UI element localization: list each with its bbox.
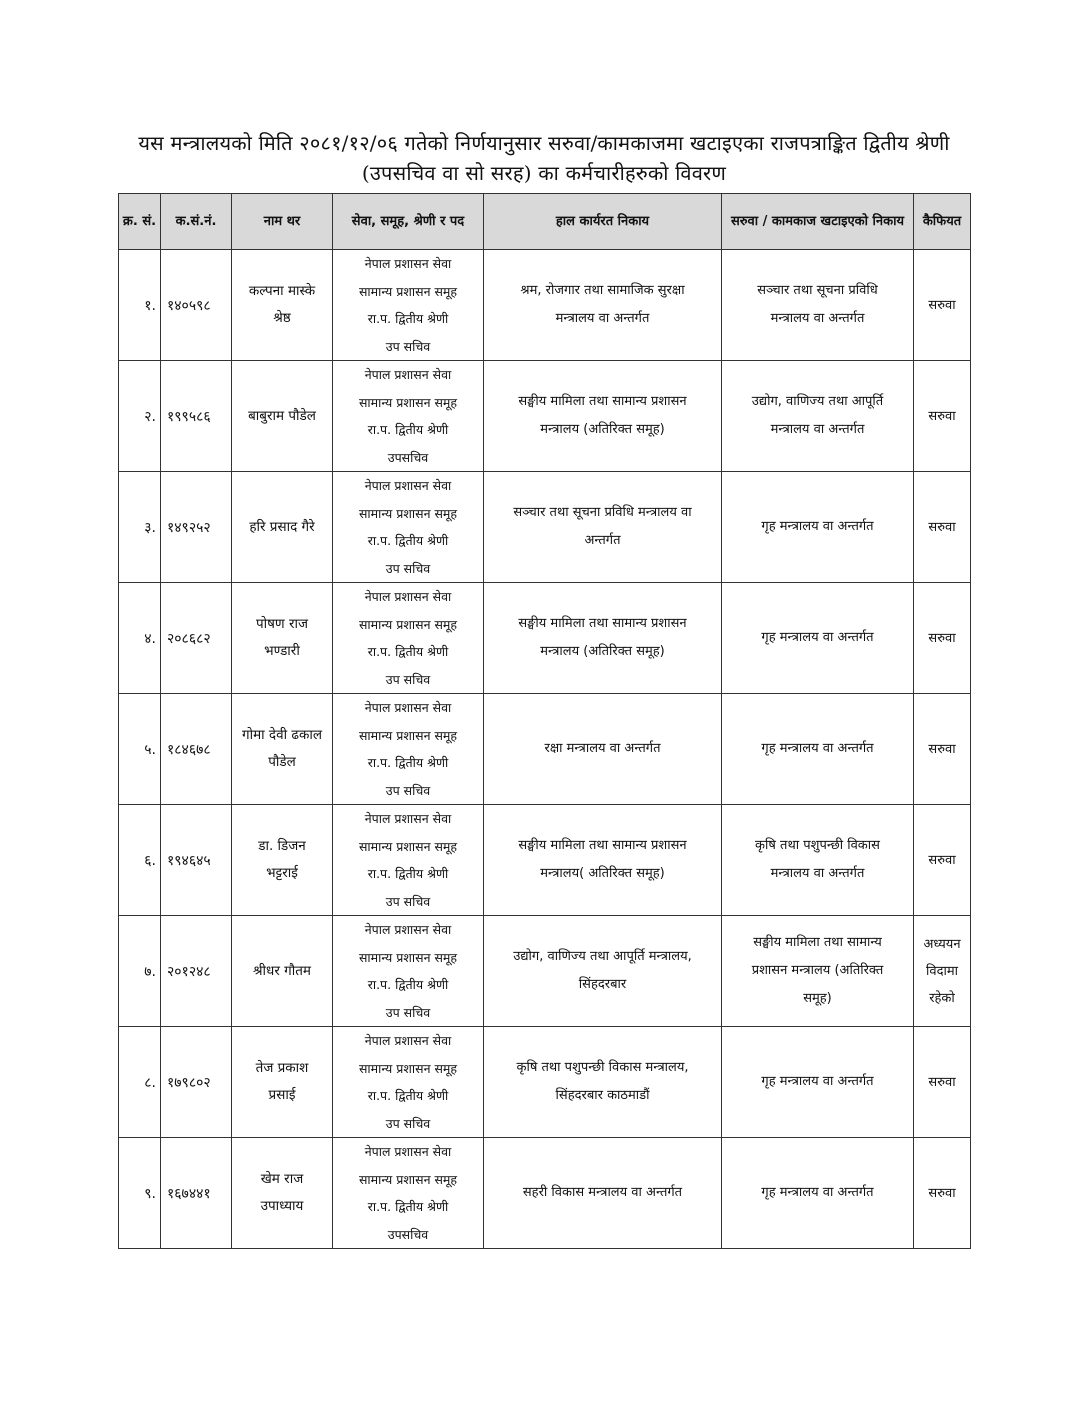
table-row [119,1138,971,1249]
cell-serial-number: ३. [119,472,161,583]
cell-serial-number: ७. [119,916,161,1027]
cell-current-office [484,805,722,916]
cell-current-office [484,1027,722,1138]
cell-code-number: १८४६७८ [161,694,232,805]
cell-remarks-line: सरुवा [928,1074,956,1090]
cell-name-line: गोमा देवी ढकाल [241,727,323,743]
cell-current-office [484,472,722,583]
cell-service-group-level-line: रा.प. द्वितीय श्रेणी [367,866,449,881]
cell-remarks [914,1027,971,1138]
cell-name [232,1138,333,1249]
cell-name-line: श्रीधर गौतम [252,962,312,979]
cell-service-group-level-line: रा.प. द्वितीय श्रेणी [367,422,449,437]
cell-service-group-level-line: नेपाल प्रशासन सेवा [364,367,452,382]
cell-remarks [914,1138,971,1249]
table-row [119,250,971,361]
cell-remarks [914,694,971,805]
header-transfer-office: सरुवा / कामकाज खटाइएको निकाय [722,194,914,250]
cell-code-number: १६७४४१ [161,1138,232,1249]
cell-current-office-line: श्रम, रोजगार तथा सामाजिक सुरक्षा [520,283,685,298]
cell-transfer-office [722,250,914,361]
header-remarks: कैफियत [914,194,971,250]
cell-service-group-level-line: सामान्य प्रशासन समूह [358,616,458,632]
cell-code-number: १९४६४५ [161,805,232,916]
document-title [70,128,1018,188]
cell-name-line: भट्टराई [266,865,298,881]
table-row [119,472,971,583]
cell-transfer-office-line: मन्त्रालय वा अन्तर्गत [770,422,865,437]
cell-transfer-office-line: प्रशासन मन्त्रालय (अतिरिक्त [751,963,884,978]
cell-name-line: हरि प्रसाद गैरे [249,518,315,535]
cell-service-group-level-line: रा.प. द्वितीय श्रेणी [367,311,449,326]
cell-service-group-level-line: उप सचिव [385,1115,431,1131]
cell-serial-number: ८. [119,1027,161,1138]
cell-service-group-level-line: सामान्य प्रशासन समूह [358,949,458,965]
cell-current-office-line: मन्त्रालय (अतिरिक्त समूह) [540,422,665,437]
cell-current-office-line: सङ्घीय मामिला तथा सामान्य प्रशासन [518,394,687,409]
cell-current-office [484,361,722,472]
cell-service-group-level-line: रा.प. द्वितीय श्रेणी [367,1088,449,1103]
cell-service-group-level-line: उपसचिव [387,1226,429,1242]
cell-serial-number: २. [119,361,161,472]
header-serial-number: क्र. सं. [119,194,161,250]
cell-service-group-level-line: सामान्य प्रशासन समूह [358,394,458,410]
cell-code-number: १४९२५२ [161,472,232,583]
cell-remarks [914,916,971,1027]
cell-code-number: २०१२४८ [161,916,232,1027]
cell-transfer-office-line: उद्योग, वाणिज्य तथा आपूर्ति [751,394,884,409]
cell-remarks [914,250,971,361]
cell-transfer-office [722,1138,914,1249]
cell-serial-number: ४. [119,583,161,694]
cell-transfer-office [722,361,914,472]
cell-name-line: उपाध्याय [260,1198,304,1214]
cell-service-group-level-line: सामान्य प्रशासन समूह [358,727,458,743]
cell-current-office [484,694,722,805]
cell-service-group-level-line: सामान्य प्रशासन समूह [358,838,458,854]
cell-service-group-level [333,361,484,472]
header-code-number: क.सं.नं. [161,194,232,250]
cell-name [232,805,333,916]
cell-serial-number: ५. [119,694,161,805]
cell-remarks-line: विदामा [925,963,958,979]
cell-transfer-office [722,472,914,583]
cell-name [232,694,333,805]
cell-code-number: १७९८०२ [161,1027,232,1138]
cell-remarks [914,583,971,694]
cell-remarks-line: सरुवा [928,741,956,757]
table-row [119,694,971,805]
cell-current-office-line: मन्त्रालय (अतिरिक्त समूह) [540,644,665,659]
cell-current-office [484,1138,722,1249]
cell-transfer-office [722,805,914,916]
cell-remarks [914,805,971,916]
cell-current-office-line: सञ्चार तथा सूचना प्रविधि मन्त्रालय वा [513,505,692,520]
header-current-office: हाल कार्यरत निकाय [484,194,722,250]
cell-service-group-level-line: उप सचिव [385,560,431,576]
cell-transfer-office-line: गृह मन्त्रालय वा अन्तर्गत [761,741,874,756]
cell-serial-number: ९. [119,1138,161,1249]
cell-current-office-line: मन्त्रालय वा अन्तर्गत [555,311,650,326]
cell-transfer-office-line: कृषि तथा पशुपन्छी विकास [755,838,880,853]
cell-service-group-level [333,583,484,694]
cell-name-line: श्रेष्ठ [273,310,291,326]
cell-name [232,361,333,472]
cell-service-group-level-line: नेपाल प्रशासन सेवा [364,1144,452,1159]
cell-service-group-level-line: नेपाल प्रशासन सेवा [364,922,452,937]
cell-service-group-level-line: नेपाल प्रशासन सेवा [364,811,452,826]
cell-service-group-level [333,694,484,805]
cell-service-group-level-line: सामान्य प्रशासन समूह [358,505,458,521]
cell-transfer-office-line: मन्त्रालय वा अन्तर्गत [770,866,865,881]
cell-service-group-level-line: उप सचिव [385,1004,431,1020]
cell-service-group-level-line: रा.प. द्वितीय श्रेणी [367,755,449,770]
cell-transfer-office-line: समूह) [803,991,832,1006]
cell-service-group-level-line: सामान्य प्रशासन समूह [358,283,458,299]
cell-service-group-level-line: रा.प. द्वितीय श्रेणी [367,533,449,548]
cell-transfer-office-line: गृह मन्त्रालय वा अन्तर्गत [761,1074,874,1089]
cell-transfer-office [722,583,914,694]
cell-service-group-level-line: नेपाल प्रशासन सेवा [364,589,452,604]
cell-service-group-level-line: रा.प. द्वितीय श्रेणी [367,977,449,992]
cell-transfer-office-line: गृह मन्त्रालय वा अन्तर्गत [761,519,874,534]
cell-current-office-line: सङ्घीय मामिला तथा सामान्य प्रशासन [518,616,687,631]
cell-service-group-level [333,916,484,1027]
employee-transfer-table [118,193,971,1249]
cell-transfer-office-line: गृह मन्त्रालय वा अन्तर्गत [761,630,874,645]
cell-serial-number: १. [119,250,161,361]
cell-code-number: १९९५८६ [161,361,232,472]
cell-service-group-level-line: उप सचिव [385,782,431,798]
cell-current-office [484,916,722,1027]
cell-name [232,583,333,694]
cell-service-group-level-line: रा.प. द्वितीय श्रेणी [367,644,449,659]
cell-current-office-line: रक्षा मन्त्रालय वा अन्तर्गत [544,741,661,756]
cell-name [232,250,333,361]
cell-name-line: पौडेल [268,754,296,770]
cell-name-line: प्रसाई [268,1087,296,1103]
table-row [119,583,971,694]
cell-name [232,472,333,583]
cell-remarks-line: सरुवा [928,297,956,313]
cell-name-line: बाबुराम पौडेल [248,407,316,424]
cell-current-office-line: अन्तर्गत [584,533,621,548]
cell-name-line: खेम राज [260,1171,304,1187]
cell-current-office [484,250,722,361]
cell-name-line: डा. डिजन [258,838,306,854]
table-row [119,805,971,916]
cell-service-group-level-line: नेपाल प्रशासन सेवा [364,700,452,715]
cell-service-group-level [333,805,484,916]
cell-remarks [914,361,971,472]
cell-transfer-office [722,916,914,1027]
cell-service-group-level-line: सामान्य प्रशासन समूह [358,1060,458,1076]
cell-name-line: पोषण राज [255,616,309,632]
cell-current-office-line: उद्योग, वाणिज्य तथा आपूर्ति मन्त्रालय, [513,949,692,964]
cell-service-group-level [333,1138,484,1249]
cell-remarks-line: रहेको [929,990,955,1006]
cell-transfer-office-line: सञ्चार तथा सूचना प्रविधि [757,283,878,298]
cell-current-office-line: सहरी विकास मन्त्रालय वा अन्तर्गत [522,1185,683,1200]
cell-service-group-level [333,1027,484,1138]
cell-service-group-level-line: सामान्य प्रशासन समूह [358,1171,458,1187]
cell-service-group-level-line: उप सचिव [385,671,431,687]
header-name: नाम थर [232,194,333,250]
cell-service-group-level-line: नेपाल प्रशासन सेवा [364,1033,452,1048]
table-header-row [119,194,971,250]
cell-name [232,1027,333,1138]
cell-name-line: भण्डारी [264,643,300,659]
cell-code-number: १४०५९८ [161,250,232,361]
cell-transfer-office [722,694,914,805]
cell-service-group-level [333,250,484,361]
header-service-group-level: सेवा, समूह, श्रेणी र पद [333,194,484,250]
table-row [119,361,971,472]
cell-current-office [484,583,722,694]
title-line-2: (उपसचिव वा सो सरह) का कर्मचारीहरुको विवरण [361,161,727,185]
cell-serial-number: ६. [119,805,161,916]
cell-name [232,916,333,1027]
cell-name-line: कल्पना मास्के [248,283,316,299]
cell-name-line: तेज प्रकाश [255,1060,309,1076]
cell-current-office-line: कृषि तथा पशुपन्छी विकास मन्त्रालय, [516,1060,689,1075]
cell-transfer-office-line: मन्त्रालय वा अन्तर्गत [770,311,865,326]
cell-transfer-office [722,1027,914,1138]
cell-transfer-office-line: सङ्घीय मामिला तथा सामान्य [753,935,882,950]
table-row [119,916,971,1027]
table-body [119,250,971,1249]
cell-service-group-level [333,472,484,583]
cell-remarks-line: सरुवा [928,519,956,535]
cell-remarks-line: सरुवा [928,408,956,424]
cell-remarks-line: सरुवा [928,852,956,868]
cell-service-group-level-line: नेपाल प्रशासन सेवा [364,256,452,271]
cell-service-group-level-line: उपसचिव [387,449,429,465]
cell-current-office-line: सिंहदरबार काठमाडौं [555,1088,650,1103]
cell-remarks-line: अध्ययन [923,936,961,952]
cell-service-group-level-line: उप सचिव [385,338,431,354]
table-row [119,1027,971,1138]
cell-remarks-line: सरुवा [928,630,956,646]
cell-service-group-level-line: उप सचिव [385,893,431,909]
cell-current-office-line: सङ्घीय मामिला तथा सामान्य प्रशासन [518,838,687,853]
cell-remarks-line: सरुवा [928,1185,956,1201]
cell-transfer-office-line: गृह मन्त्रालय वा अन्तर्गत [761,1185,874,1200]
title-line-1: यस मन्त्रालयको मिति २०८१/१२/०६ गतेको निर्णयानुसार सरुवा/कामकाजमा खटाइएका राजपत्राङ्कित द्वितीय श्रेणी [138,131,950,155]
cell-remarks [914,472,971,583]
cell-current-office-line: सिंहदरबार [578,977,627,992]
cell-service-group-level-line: रा.प. द्वितीय श्रेणी [367,1199,449,1214]
cell-service-group-level-line: नेपाल प्रशासन सेवा [364,478,452,493]
cell-code-number: २०८६८२ [161,583,232,694]
cell-current-office-line: मन्त्रालय( अतिरिक्त समूह) [540,866,665,881]
